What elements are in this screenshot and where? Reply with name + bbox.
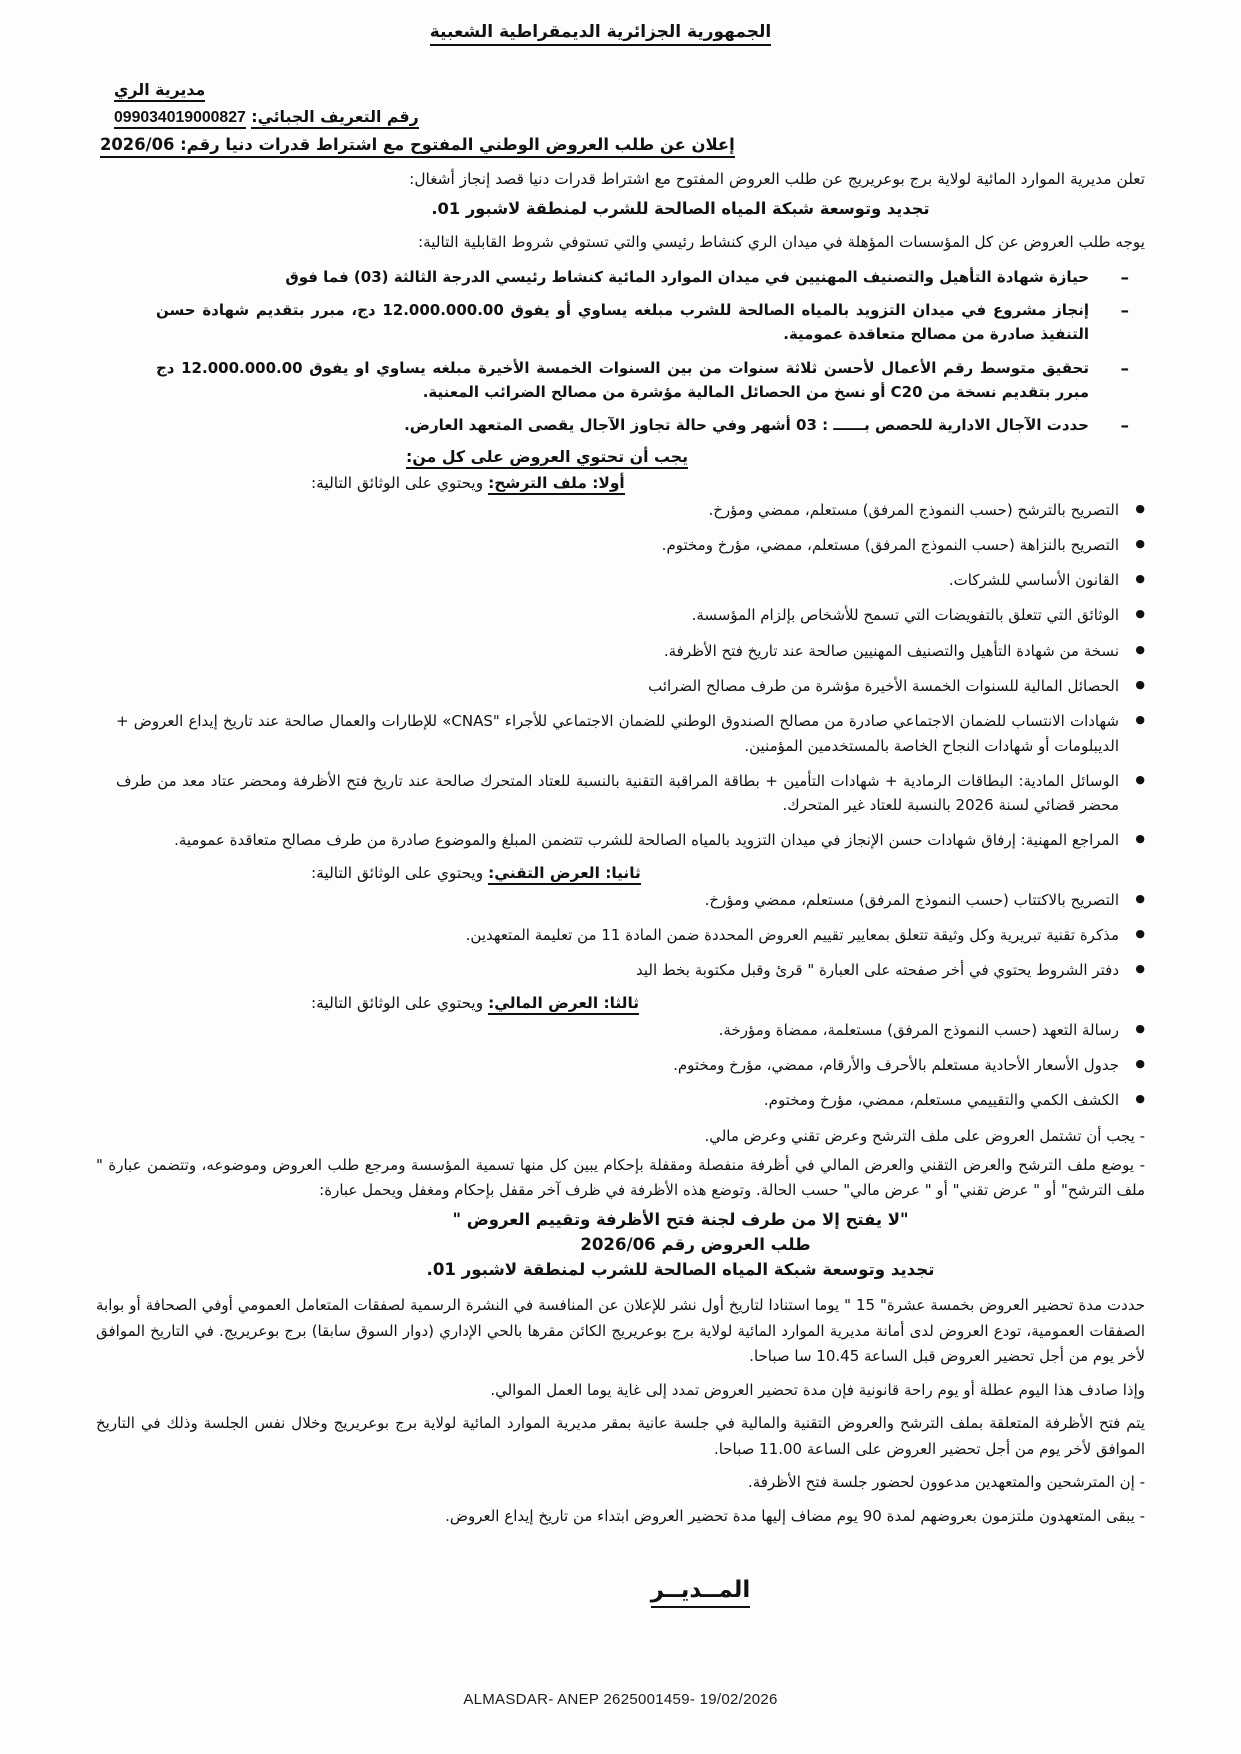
- conditions-list: [96, 265, 1145, 438]
- condition-item: – حددت الآجال الادارية للحصص بــــــ : 03 أشهر وفي حالة تجاوز الآجال يقصى المتعهد العارض.: [96, 413, 1145, 437]
- must-contain-heading-text: يجب أن تحتوي العروض على كل من:: [406, 447, 688, 469]
- section-subtext: ويحتوي على الوثائق التالية:: [311, 473, 484, 492]
- closing-paragraph: - يبقى المتعهدون ملتزمون بعروضهم لمدة 90 يوم مضاف إليها مدة تحضير العروض ابتداء من تاريخ إيداع العروض.: [445, 1506, 1145, 1525]
- tax-id-value: 099034019000827: [114, 109, 246, 129]
- list-item: ● الوسائل المادية: البطاقات الرمادية + شهادات التأمين + بطاقة المراقبة التقنية بالنسبة للعتاد المتحرك صالحة عند تاريخ فتح الأظرفة ومحضر عتاد معد من طرف محضر قضائي لسنة 2026 بالنسبة للعتاد غير المتحرك.: [96, 769, 1145, 818]
- list-item: ● التصريح بالاكتتاب (حسب النموذج المرفق) مستعلم، ممضي ومؤرخ.: [96, 888, 1145, 912]
- section-heading-technical: [96, 864, 1145, 882]
- condition-item: – تحقيق متوسط رقم الأعمال لأحسن ثلاثة سنوات من بين السنوات الخمسة الأخيرة مبلغه يساوي او يفوق 12.000.000.00 دج مبرر بتقديم نسخة من C20 أو نسخ من الحصائل المالية مؤشرة من مصالح الضرائب المعنية.: [96, 356, 1145, 405]
- condition-item: – حيازة شهادة التأهيل والتصنيف المهنيين في ميدان الموارد المائية كنشاط رئيسي الدرجة الثالثة (03) فما فوق: [96, 265, 1145, 289]
- list-item: ● الكشف الكمي والتقييمي مستعلم، ممضي، مؤرخ ومختوم.: [96, 1088, 1145, 1112]
- list-item: ● الحصائل المالية للسنوات الخمسة الأخيرة مؤشرة من طرف مصالح الضرائب: [96, 674, 1145, 698]
- note-envelopes: - يوضع ملف الترشح والعرض التقني والعرض المالي في أظرفة منفصلة ومقفلة بإحكام يبين كل منها تسمية المؤسسة ومرجع طلب العروض وموضوعه، وتتضمن عبارة " ملف الترشح" أو " عرض تقني" أو " عرض مالي" حسب الحالة. وتوضع هذه الأظرفة في ظرف آخر مقفل بإحكام ومغفل ويحمل عبارة:: [96, 1156, 1145, 1199]
- financial-documents-list: [96, 1018, 1145, 1113]
- list-item: ● التصريح بالترشح (حسب النموذج المرفق) مستعلم، ممضي ومؤرخ.: [96, 498, 1145, 522]
- directorate-label: مديرية الري: [114, 80, 205, 102]
- closing-paragraph: - إن المترشحين والمتعهدين مدعوون لحضور جلسة فتح الأظرفة.: [747, 1473, 1145, 1492]
- list-item: ● المراجع المهنية: إرفاق شهادات حسن الإنجاز في ميدان التزويد بالمياه الصالحة للشرب تتضمن المبلغ والموضوع صادرة من طرف مصالح متعاقدة عمومية.: [96, 828, 1145, 852]
- tax-id-label: رقم التعريف الجبائي:: [251, 107, 418, 129]
- tax-id-row: [114, 103, 1145, 131]
- closing-paragraph: حددت مدة تحضير العروض بخمسة عشرة" 15 " يوما استنادا لتاريخ أول نشر للإعلان عن المنافسة في النشرة الرسمية لصفقات المتعامل العمومي أوفي الصحافة أو بوابة الصفقات العمومية، تودع العروض لدى أمانة مديرية الموارد المائية لولاية برج بوعريريج الكائن مقرها بالحي الإداري (دوار السوق سابقا) برج بوعريريج. في التاريخ الموافق لأخر يوم من أجل تحضير العروض قبل الساعة 10.45 سا صباحا.: [96, 1296, 1145, 1366]
- list-item: ● التصريح بالنزاهة (حسب النموذج المرفق) مستعلم، ممضي، مؤرخ ومختوم.: [96, 533, 1145, 557]
- signature-block: [96, 1577, 1145, 1603]
- tender-reference: طلب العروض رقم 2026/06: [580, 1235, 811, 1255]
- republic-title: [96, 22, 1145, 42]
- note-offers-composition: - يجب أن تشتمل العروض على ملف الترشح وعرض تقني وعرض مالي.: [704, 1126, 1145, 1145]
- list-item: ● رسالة التعهد (حسب النموذج المرفق) مستعلمة، ممضاة ومؤرخة.: [96, 1018, 1145, 1042]
- closing-paragraph: وإذا صادف هذا اليوم عطلة أو يوم راحة قانونية فإن مدة تحضير العروض تمدد إلى غاية يوما العمل الموالي.: [490, 1380, 1145, 1399]
- list-item: ● جدول الأسعار الأحادية مستعلم بالأحرف والأرقام، ممضي، مؤرخ ومختوم.: [96, 1053, 1145, 1077]
- section-subtext: ويحتوي على الوثائق التالية:: [311, 993, 484, 1012]
- section-label: ثالثا: العرض المالي:: [488, 994, 639, 1015]
- signature-text: المــديــر: [651, 1577, 751, 1608]
- section-label: أولا: ملف الترشح:: [488, 474, 625, 495]
- section-subtext: ويحتوي على الوثائق التالية:: [311, 863, 484, 882]
- sealed-envelope-phrase: "لا يفتح إلا من طرف لجنة فتح الأظرفة وتقييم العروض ": [452, 1210, 909, 1230]
- directorate-row: [114, 76, 1145, 103]
- republic-title-text: الجمهورية الجزائرية الديمقراطية الشعبية: [430, 22, 772, 46]
- announcement-heading-text: إعلان عن طلب العروض الوطني المفتوح مع اشتراط قدرات دنيا رقم: 2026/06: [100, 135, 735, 158]
- page-footer: ALMASDAR- ANEP 2625001459- 19/02/2026: [463, 1691, 778, 1708]
- project-title: تجديد وتوسعة شبكة المياه الصالحة للشرب لمنطقة لاشبور 01.: [431, 198, 930, 218]
- candidacy-documents-list: [96, 498, 1145, 853]
- list-item: ● القانون الأساسي للشركات.: [96, 568, 1145, 592]
- list-item: ● دفتر الشروط يحتوي في أخر صفحته على العبارة " قرئ وقبل مكتوبة بخط اليد: [96, 958, 1145, 982]
- directorate-block: [96, 76, 1145, 131]
- list-item: ● شهادات الانتساب للضمان الاجتماعي صادرة من مصالح الصندوق الوطني للضمان الاجتماعي للأجراء "CNAS» للإطارات والعمال صالحة عند تاريخ إيداع العروض + الديبلومات أو شهادات النجاح الخاصة بالمستخدمين المؤمنين.: [96, 709, 1145, 758]
- eligibility-lead: يوجه طلب العروض عن كل المؤسسات المؤهلة في ميدان الري كنشاط رئيسي والتي تستوفي شروط القابلية التالية:: [418, 232, 1145, 251]
- closing-paragraph: يتم فتح الأظرفة المتعلقة بملف الترشح والعروض التقنية والمالية في جلسة عانية بمقر مديرية الموارد المائية لولاية برج بوعريريج وخلال نفس الجلسة وذلك في التاريخ الموافق لأخر يوم من أجل تحضير العروض على الساعة 11.00 صباحا.: [96, 1414, 1145, 1458]
- announcement-heading: [96, 135, 1145, 154]
- list-item: ● الوثائق التي تتعلق بالتفويضات التي تسمح للأشخاص بإلزام المؤسسة.: [96, 603, 1145, 627]
- tender-object: تجديد وتوسعة شبكة المياه الصالحة للشرب لمنطقة لاشبور 01.: [426, 1260, 935, 1280]
- list-item: ● مذكرة تقنية تبريرية وكل وثيقة تتعلق بمعايير تقييم العروض المحددة ضمن المادة 11 من تعليمة المتعهدين.: [96, 923, 1145, 947]
- must-contain-heading: [96, 447, 1145, 466]
- intro-paragraph: تعلن مديرية الموارد المائية لولاية برج بوعريريج عن طلب العروض المفتوح مع اشتراط قدرات دنيا قصد إنجاز أشغال:: [409, 170, 1145, 189]
- section-label: ثانيا: العرض التقني:: [488, 864, 641, 885]
- section-heading-financial: [96, 994, 1145, 1012]
- condition-item: – إنجاز مشروع في ميدان التزويد بالمياه الصالحة للشرب مبلغه يساوي أو يفوق 12.000.000.00 دج، مبرر بتقديم شهادة حسن التنفيذ صادرة من مصالح متعاقدة عمومية.: [96, 298, 1145, 347]
- list-item: ● نسخة من شهادة التأهيل والتصنيف المهنيين صالحة عند تاريخ فتح الأظرفة.: [96, 639, 1145, 663]
- section-heading-candidacy: [96, 474, 1145, 492]
- technical-documents-list: [96, 888, 1145, 983]
